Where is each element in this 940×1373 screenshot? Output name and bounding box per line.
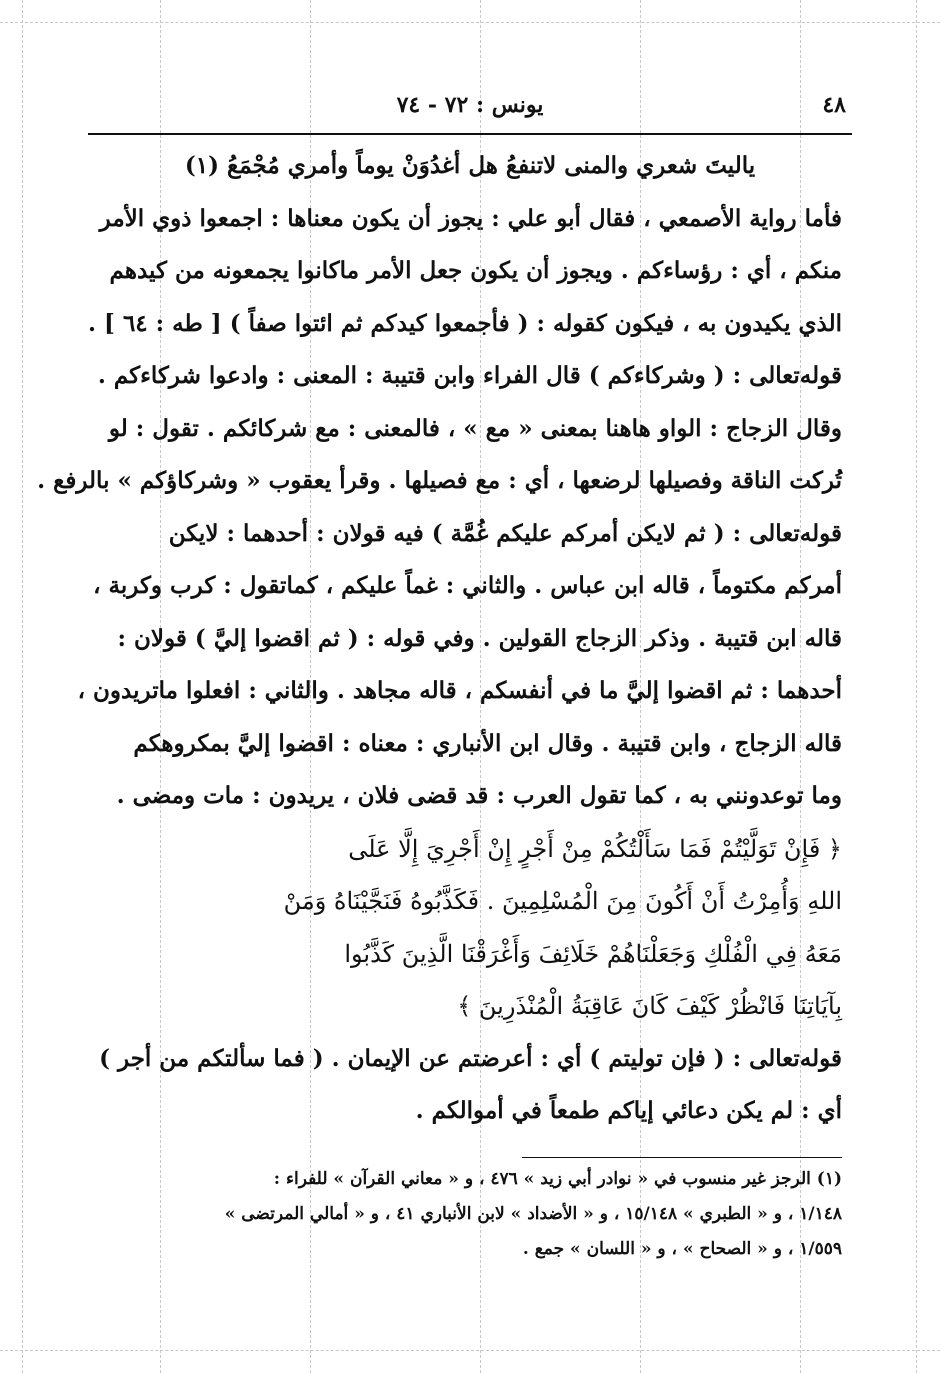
- poem-verse: ياليتَ شعري والمنى لاتنفعُ هل أغدُوَنْ يوماً وأمري مُجْمَعُ (١): [184, 152, 756, 179]
- text-line: وقال الزجاج : الواو هاهنا بمعنى « مع » ، فالمعنى : مع شركائكم . تقول : لو: [108, 414, 842, 442]
- text-line: قوله‌تعالى : ( وشركاءكم ) قال الفراء وابن قتيبة : المعنى : وادعوا شركاءكم .: [97, 362, 842, 389]
- guide-line: [22, 0, 23, 1373]
- guide-line: [0, 22, 940, 23]
- text-line: الذي يكيدون به ، فيكون كقوله : ( فأجمعوا كيدكم ثم ائتوا صفاً ) [ طه : ٦٤ ] .: [88, 309, 842, 337]
- page-number: ٤٨: [822, 92, 846, 118]
- page-header: [88, 92, 852, 126]
- quran-verse-line: مَعَهُ فِي الْفُلْكِ وَجَعَلْنَاهُمْ خَلَائِفَ وَأَغْرَقْنَا الَّذِينَ كَذَّبُوا: [344, 939, 842, 968]
- text-line: أمركم مكتوماً ، قاله ابن عباس . والثاني : غماً عليكم ، كماتقول : كرب وكربة ،: [93, 572, 842, 599]
- text-line: تُركت الناقة وفصيلها لرضعها ، أي : مع فصيلها . وقرأ يعقوب « وشركاؤكم » بالرفع .: [37, 467, 842, 494]
- text-line: وما توعدونني به ، كما تقول العرب : قد قضى فلان ، يريدون : مات ومضى .: [116, 782, 842, 809]
- text-line: قوله‌تعالى : ( فإن توليتم ) أي : أعرضتم عن الإيمان . ( فما سألتكم من أجر ): [99, 1044, 842, 1072]
- text-line: أحدهما : ثم اقضوا إليَّ ما في أنفسكم ، قاله مجاهد . والثاني : افعلوا ماتريدون ،: [77, 677, 842, 704]
- running-head: يونس : ٧٢ - ٧٤: [396, 92, 544, 118]
- footnote-line: (١) الرجز غير منسوب في « نوادر أبي زيد » ٤٧٦ ، و « معاني القرآن » للفراء :: [273, 1169, 842, 1189]
- body-text: [37, 140, 842, 1138]
- text-line: أي : لم يكن دعائي إياكم طمعاً في أموالكم .: [415, 1097, 842, 1124]
- quran-verse-line: بِآيَاتِنَا فَانْظُرْ كَيْفَ كَانَ عَاقِبَةُ الْمُنْذَرِينَ ﴾: [457, 992, 842, 1020]
- text-line: قاله ابن قتيبة . وذكر الزجاج القولين . وفي قوله : ( ثم اقضوا إليَّ ) قولان :: [117, 624, 842, 652]
- quran-verse-line: ﴿ فَإِنْ تَوَلَّيْتُمْ فَمَا سَأَلْتُكُمْ مِنْ أَجْرٍ إِنْ أَجْرِيَ إِلَّا عَلَى: [348, 834, 842, 863]
- guide-line: [0, 1350, 940, 1351]
- text-line: فأما رواية الأصمعي ، فقال أبو علي : يجوز أن يكون معناها : اجمعوا ذوي الأمر: [99, 204, 842, 232]
- footnote-line: ١/١٤٨ ، و « الطبري » ١٥/١٤٨ ، و « الأضداد » لابن الأنباري ٤١ ، و « أمالي المرتضى »: [224, 1204, 842, 1224]
- header-rule: [88, 133, 852, 135]
- text-line: منكم ، أي : رؤساءكم . ويجوز أن يكون جعل الأمر ماكانوا يجمعونه من كيدهم: [109, 257, 842, 284]
- text-line: قاله الزجاج ، وابن قتيبة . وقال ابن الأنباري : معناه : اقضوا إليَّ بمكروهكم: [133, 729, 842, 757]
- text-line: قوله‌تعالى : ( ثم لايكن أمركم عليكم غُمَّة ) فيه قولان : أحدهما : لايكن: [168, 519, 842, 547]
- quran-verse-line: اللهِ وَأُمِرْتُ أَنْ أَكُونَ مِنَ الْمُسْلِمِينَ . فَكَذَّبُوهُ فَنَجَّيْنَاهُ وَمَنْ: [283, 887, 842, 915]
- footnotes: [98, 1162, 842, 1267]
- guide-line: [916, 0, 917, 1373]
- footnote-rule: [522, 1157, 842, 1158]
- footnote-line: ١/٥٥٩ ، و « الصحاح » ، و « اللسان » جمع .: [522, 1239, 842, 1259]
